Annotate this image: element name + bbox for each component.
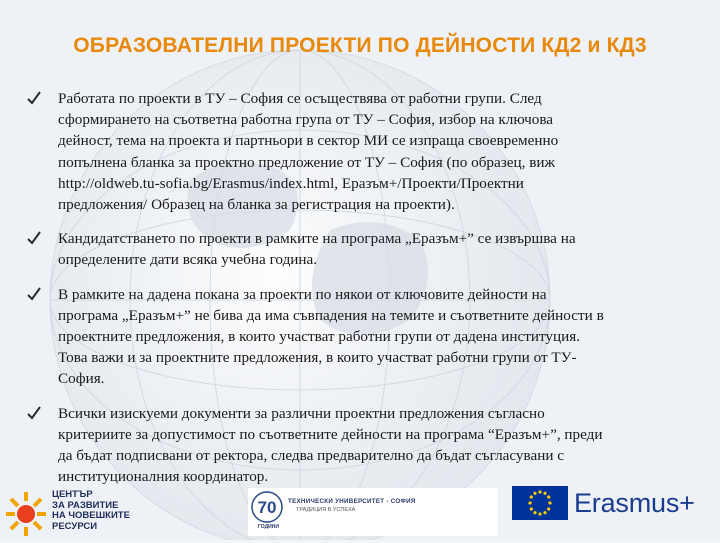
- bullet-line: София.: [58, 370, 105, 388]
- bullet-line: сформирането на съответна работна група от ТУ – София, избор на ключова: [58, 111, 554, 129]
- center-logo: [6, 488, 146, 538]
- bullet-line: предложения/ Образец на бланка за регистрация на проекти).: [58, 196, 455, 214]
- tu-sofia-logo: [248, 488, 498, 536]
- bullet-line: дейност, тема на проекта и партньори в сектор МИ се изпраща своевременно: [58, 132, 559, 150]
- bullet-line: институционалния координатор.: [58, 468, 269, 486]
- bullet-line: Това важи и за проектните предложения, в които участват работни групи от ТУ-: [58, 349, 577, 367]
- bullet-item: [26, 284, 702, 390]
- anniversary-number: 70: [257, 498, 277, 517]
- sun-emblem-icon: [6, 488, 46, 538]
- bullet-line: Кандидатстването по проекти в рамките на програма „Еразъм+” се извършва на: [58, 230, 576, 248]
- bullet-line: Работата по проекти в ТУ – София се осъществява от работни групи. След: [58, 90, 542, 107]
- bullet-list: [26, 88, 702, 487]
- bullet-item: [26, 88, 702, 215]
- bullet-item: [26, 228, 702, 270]
- tu-tagline: ТРАДИЦИЯ В УСПЕХА: [296, 507, 356, 513]
- center-logo-text: ЦЕНТЪР ЗА РАЗВИТИЕ НА ЧОВЕШКИТЕ РЕСУРСИ: [52, 489, 130, 532]
- erasmus-logo: [512, 486, 712, 526]
- tu-name: ТЕХНИЧЕСКИ УНИВЕРСИТЕТ - СОФИЯ: [288, 498, 416, 505]
- checkmark-icon: [26, 90, 42, 106]
- page-title: ОБРАЗОВАТЕЛНИ ПРОЕКТИ ПО ДЕЙНОСТИ КД2 и КД3: [73, 34, 647, 57]
- bullet-line: определените дати всяка учебна година.: [58, 251, 318, 269]
- bullet-line: да бъдат подписвани от ректора, следва предварително да бъдат съгласувани с: [58, 447, 565, 465]
- checkmark-icon: [26, 405, 42, 421]
- anniversary-emblem-icon: [250, 490, 284, 524]
- bullet-line: Всички изискуеми документи за различни проектни предложения съгласно: [58, 404, 545, 422]
- checkmark-icon: [26, 230, 42, 246]
- bullet-line: критериите за допустимост по съответните дейности на програма “Еразъм+”, преди: [58, 425, 603, 443]
- checkmark-icon: [26, 286, 42, 302]
- eu-flag-icon: [512, 486, 568, 520]
- bullet-line: попълнена бланка за проектно предложение от ТУ – София (по образец, виж: [58, 153, 556, 171]
- bullet-line: http://oldweb.tu-sofia.bg/Erasmus/index.html, Еразъм+/Проекти/Проектни: [58, 174, 524, 192]
- bullet-item: [26, 403, 702, 488]
- erasmus-wordmark: Erasmus+: [574, 488, 695, 518]
- bullet-line: програма „Еразъм+” не бива да има съвпадения на темите и съответните дейности в: [58, 306, 604, 324]
- bullet-line: проектните предложения, в които участват работни групи от дадена институция.: [58, 328, 581, 346]
- bullet-line: В рамките на дадена покана за проекти по някои от ключовите дейности на: [58, 285, 547, 303]
- tu-years: ГОДИНИ: [258, 524, 279, 530]
- footer-logos: [0, 486, 720, 540]
